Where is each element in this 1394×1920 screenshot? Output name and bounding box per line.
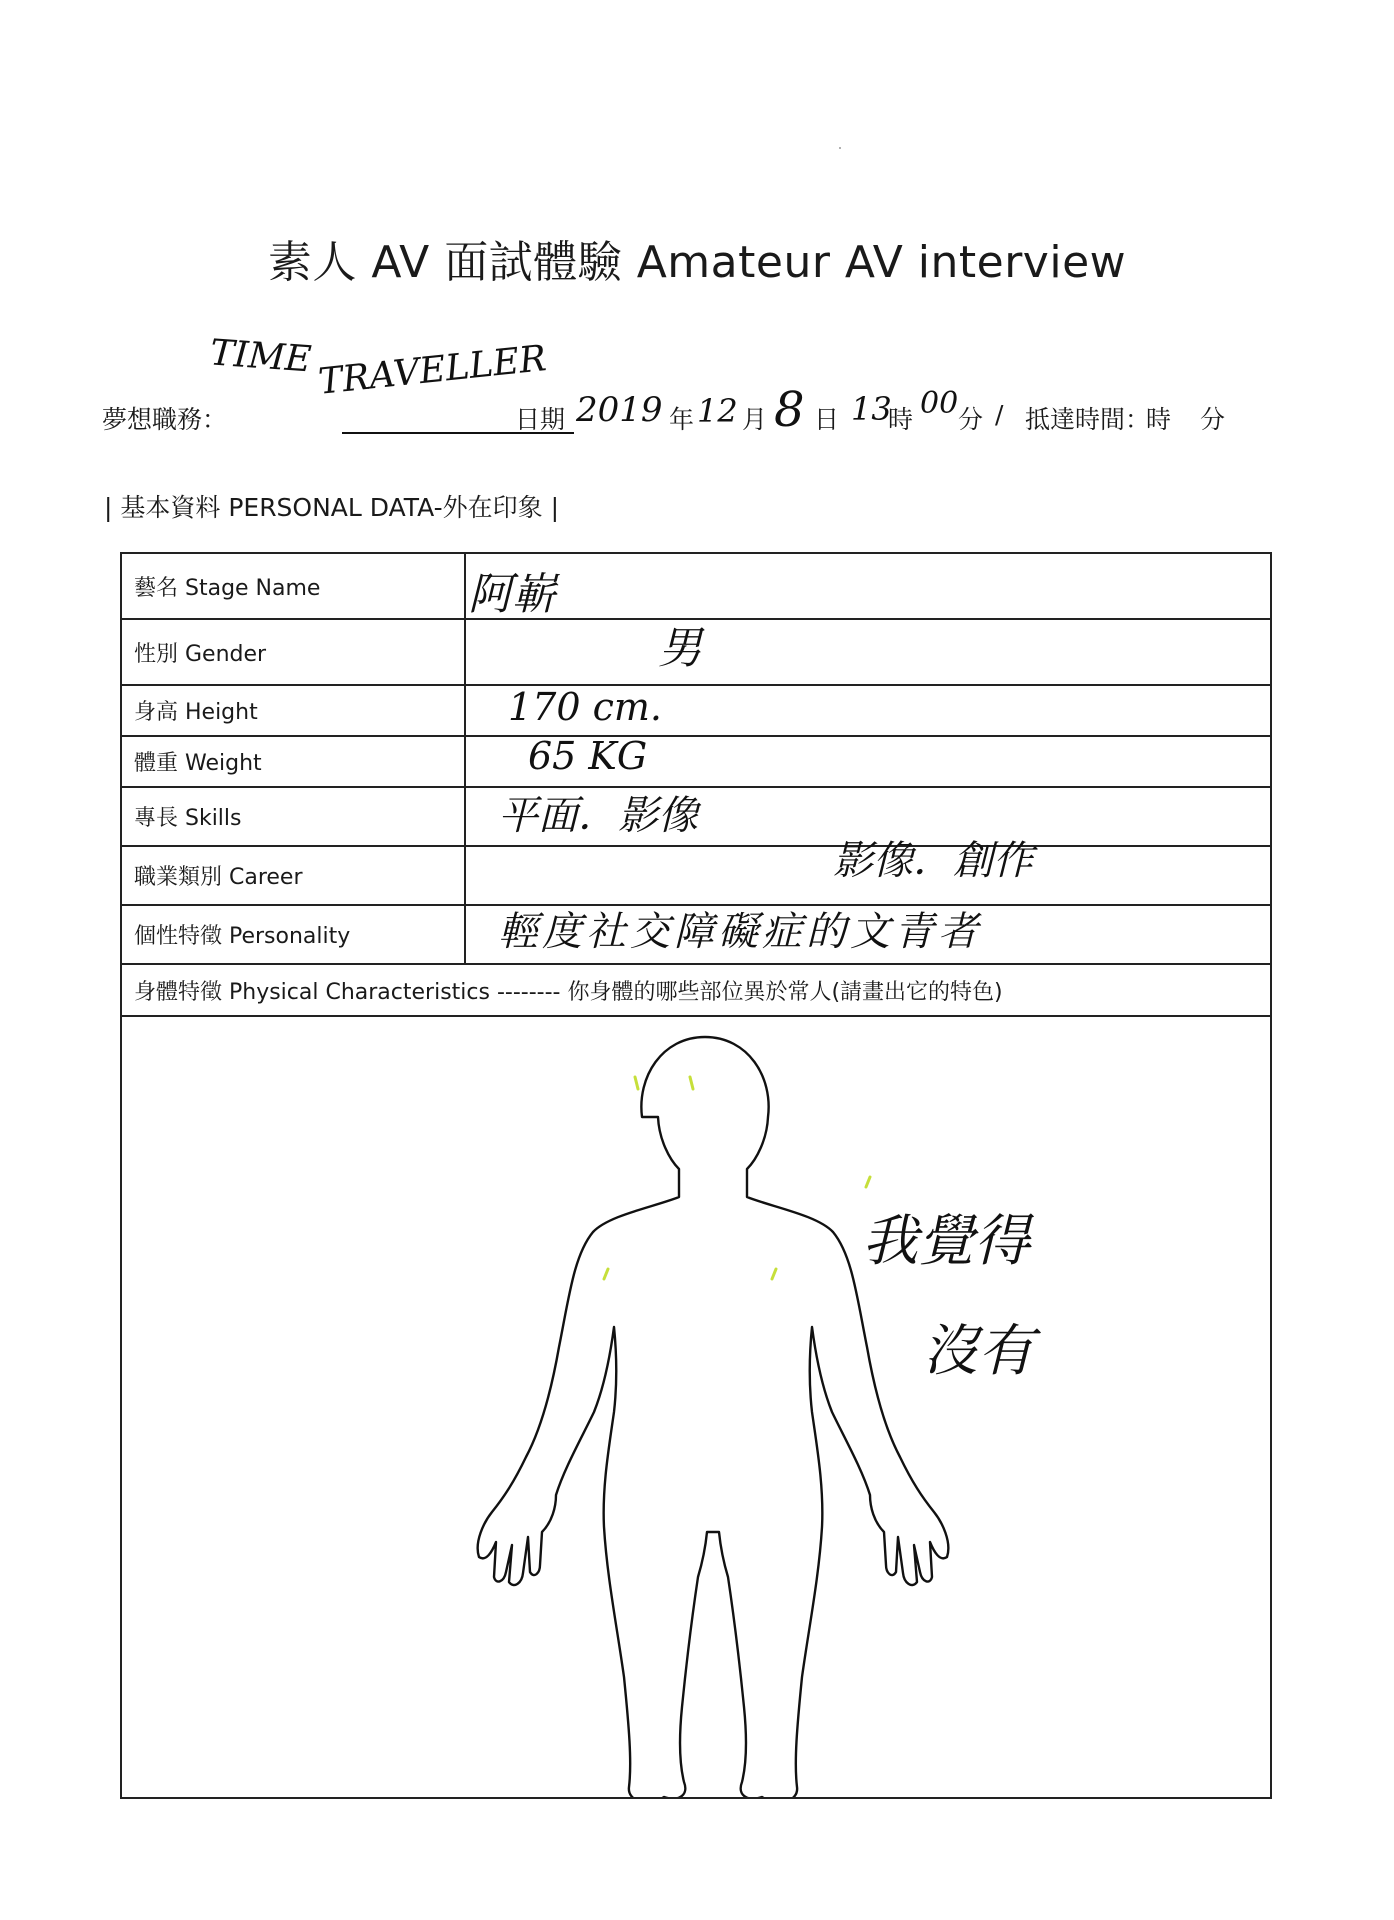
personal-data-table [120, 552, 1272, 1799]
table-row [121, 553, 1271, 619]
stage-name-value: 阿嶄 [468, 569, 556, 620]
human-body-outline-icon [122, 1017, 1274, 1797]
day-unit: 日 [814, 405, 840, 434]
row-label: 性別 Gender [121, 619, 465, 685]
physical-label: 身體特徵 Physical Characteristics -------- 你身體的哪些部位異於常人(請畫出它的特色) [121, 964, 1271, 1016]
minute-value: 00 [920, 386, 959, 421]
dream-job-value-line1: TIME [208, 332, 313, 381]
day-value: 8 [774, 382, 805, 438]
month-unit: 月 [742, 405, 768, 434]
table-row [121, 736, 1271, 787]
row-label: 藝名 Stage Name [121, 553, 465, 619]
dream-job-label: 夢想職務： [102, 405, 228, 434]
arrival-label: 抵達時間： [1025, 405, 1151, 434]
year-value: 2019 [576, 390, 663, 430]
stray-dot [839, 147, 841, 149]
weight-value: 65 KG [528, 733, 648, 778]
row-label: 身高 Height [121, 685, 465, 736]
table-row [121, 619, 1271, 685]
row-value [465, 553, 1271, 619]
physical-note-line2: 沒有 [922, 1319, 1034, 1384]
row-label: 個性特徵 Personality [121, 905, 465, 964]
arrival-minute-unit: 分 [1200, 405, 1226, 434]
body-drawing-cell [121, 1016, 1271, 1798]
row-value [465, 619, 1271, 685]
info-line [102, 332, 1312, 438]
row-value [465, 838, 1271, 905]
table-row [121, 685, 1271, 736]
minute-unit: 分 [958, 405, 984, 434]
personality-value: 輕度社交障礙症的文青者 [498, 909, 982, 955]
physical-note-line1: 我覺得 [862, 1209, 1030, 1274]
table-row [121, 846, 1271, 905]
career-value: 影像．創作 [833, 838, 1033, 884]
row-label: 體重 Weight [121, 736, 465, 787]
year-unit: 年 [669, 405, 695, 434]
separator: / [995, 400, 1004, 429]
table-row [121, 787, 1271, 846]
table-row [121, 964, 1271, 1016]
hour-value: 13 [851, 390, 892, 428]
date-label: 日期 [515, 405, 566, 434]
height-value: 170 cm. [508, 684, 663, 729]
gender-value: 男 [658, 623, 702, 674]
row-label: 專長 Skills [121, 787, 465, 846]
row-value [465, 685, 1271, 736]
arrival-hour-unit: 時 [1146, 405, 1172, 434]
row-value [465, 905, 1271, 964]
table-row [121, 1016, 1271, 1798]
section-title: | 基本資料 PERSONAL DATA-外在印象 | [104, 493, 560, 522]
skills-value: 平面．影像 [498, 793, 698, 839]
row-value [465, 733, 1271, 787]
dream-job-value-line2: TRAVELLER [316, 338, 549, 403]
page-title: 素人 AV 面試體驗 Amateur AV interview [267, 237, 1127, 288]
hour-unit: 時 [888, 405, 914, 434]
table-row [121, 905, 1271, 964]
row-label: 職業類別 Career [121, 846, 465, 905]
month-value: 12 [697, 392, 738, 430]
